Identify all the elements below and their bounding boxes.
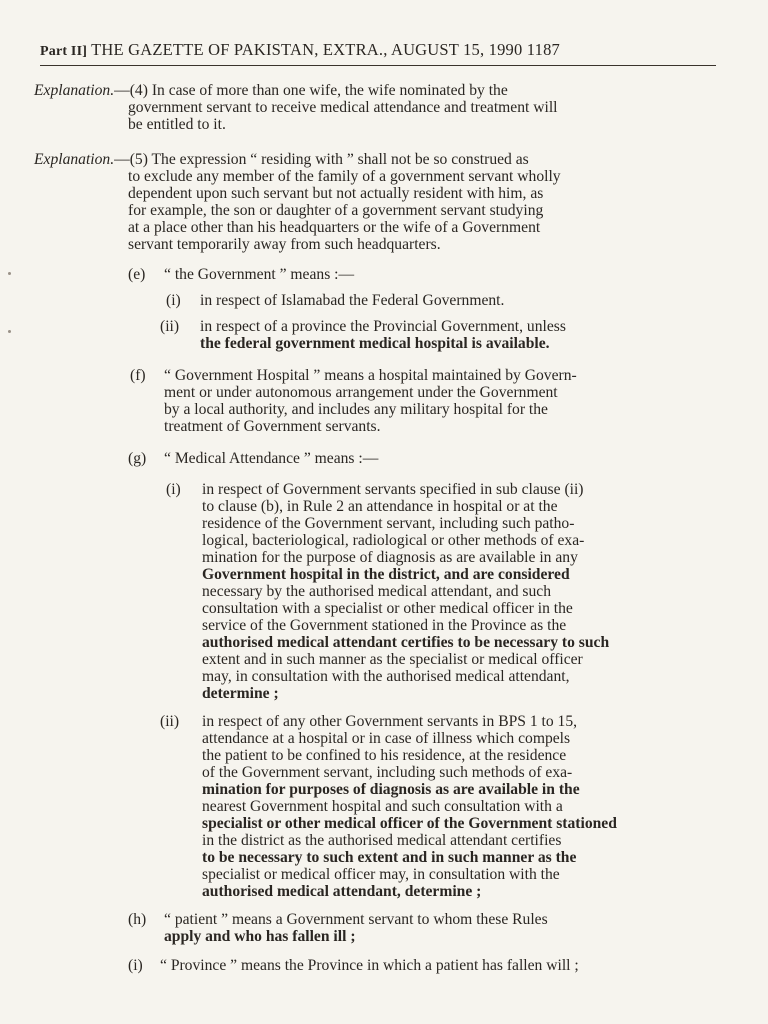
text-line: in respect of Islamabad the Federal Government. xyxy=(200,292,505,309)
clause-mark-h: (h) xyxy=(128,911,147,928)
page-number: 1187 xyxy=(526,40,560,59)
header-rule xyxy=(40,65,716,66)
text-line: may, in consultation with the authorised medical attendant, xyxy=(202,668,570,685)
clause-mark-g: (g) xyxy=(128,450,147,467)
text-line: In case of more than one wife, the wife nominated by the xyxy=(151,82,508,99)
text-line: specialist or other medical officer of the Government stationed xyxy=(202,815,617,832)
clause-mark-f: (f) xyxy=(130,367,146,384)
text-line: The expression “ residing with ” shall not be so construed as xyxy=(151,151,529,168)
text-line: in respect of Government servants specified in sub clause (ii) xyxy=(202,481,584,498)
text-line: mination for the purpose of diagnosis as are available in any xyxy=(202,549,578,566)
text-line: by a local authority, and includes any military hospital for the xyxy=(164,401,548,418)
scan-speck xyxy=(8,272,11,275)
text-line: “ Province ” means the Province in which a patient has fallen will ; xyxy=(160,957,579,974)
text-line: specialist or medical officer may, in consultation with the xyxy=(202,866,560,883)
clause-mark-e: (e) xyxy=(128,266,146,283)
text-line: at a place other than his headquarters or the wife of a Government xyxy=(128,219,541,236)
explanation-5-first-line xyxy=(34,151,529,168)
text-line: “ Government Hospital ” means a hospital maintained by Govern- xyxy=(164,367,577,384)
text-line: treatment of Government servants. xyxy=(164,418,381,435)
scan-speck xyxy=(8,330,11,333)
text-line: in the district as the authorised medical attendant certifies xyxy=(202,832,562,849)
text-line: to be necessary to such extent and in such manner as the xyxy=(202,849,577,866)
page-header xyxy=(40,40,720,60)
clause-e-text: “ the Government ” means :— xyxy=(164,266,355,283)
clause-mark-i: (i) xyxy=(128,957,143,974)
clause-g-text: “ Medical Attendance ” means :— xyxy=(164,450,379,467)
text-line: be entitled to it. xyxy=(128,116,226,133)
explanation-number: —(4) xyxy=(114,82,148,99)
text-line: service of the Government stationed in the Province as the xyxy=(202,617,567,634)
text-line: determine ; xyxy=(202,685,279,702)
gazette-title: THE GAZETTE OF PAKISTAN, EXTRA., AUGUST 15, 1990 xyxy=(91,40,523,59)
text-line: mination for purposes of diagnosis as are available in the xyxy=(202,781,580,798)
text-line: nearest Government hospital and such consultation with a xyxy=(202,798,563,815)
text-line: the federal government medical hospital is available. xyxy=(200,335,550,352)
subclause-mark: (ii) xyxy=(160,713,180,730)
text-line: authorised medical attendant certifies to be necessary to such xyxy=(202,634,610,651)
text-line: authorised medical attendant, determine ; xyxy=(202,883,482,900)
explanation-label: Explanation. xyxy=(34,151,115,168)
explanation-4-first-line xyxy=(34,82,508,99)
explanation-label: Explanation. xyxy=(34,82,115,99)
subclause-mark: (ii) xyxy=(160,318,180,335)
text-line: the patient to be confined to his residence, at the residence xyxy=(202,747,567,764)
explanation-number: —(5) xyxy=(114,151,148,168)
text-line: ment or under autonomous arrangement under the Government xyxy=(164,384,558,401)
text-line: for example, the son or daughter of a government servant studying xyxy=(128,202,544,219)
text-line: attendance at a hospital or in case of illness which compels xyxy=(202,730,571,747)
text-line: servant temporarily away from such headquarters. xyxy=(128,236,441,253)
part-label: Part II] xyxy=(40,44,88,59)
text-line: in respect of a province the Provincial Government, unless xyxy=(200,318,566,335)
text-line: “ patient ” means a Government servant to whom these Rules xyxy=(164,911,548,928)
text-line: of the Government servant, including such methods of exa- xyxy=(202,764,573,781)
subclause-mark: (i) xyxy=(166,481,181,498)
text-line: to exclude any member of the family of a government servant wholly xyxy=(128,168,561,185)
text-line: necessary by the authorised medical attendant, and such xyxy=(202,583,552,600)
text-line: apply and who has fallen ill ; xyxy=(164,928,356,945)
text-line: dependent upon such servant but not actually resident with him, as xyxy=(128,185,544,202)
text-line: in respect of any other Government servants in BPS 1 to 15, xyxy=(202,713,578,730)
text-line: logical, bacteriological, radiological or other methods of exa- xyxy=(202,532,585,549)
text-line: Government hospital in the district, and are considered xyxy=(202,566,570,583)
text-line: residence of the Government servant, including such patho- xyxy=(202,515,575,532)
text-line: government servant to receive medical attendance and treatment will xyxy=(128,99,558,116)
text-line: extent and in such manner as the specialist or medical officer xyxy=(202,651,583,668)
text-line: consultation with a specialist or other medical officer in the xyxy=(202,600,573,617)
subclause-mark: (i) xyxy=(166,292,181,309)
text-line: to clause (b), in Rule 2 an attendance in hospital or at the xyxy=(202,498,558,515)
